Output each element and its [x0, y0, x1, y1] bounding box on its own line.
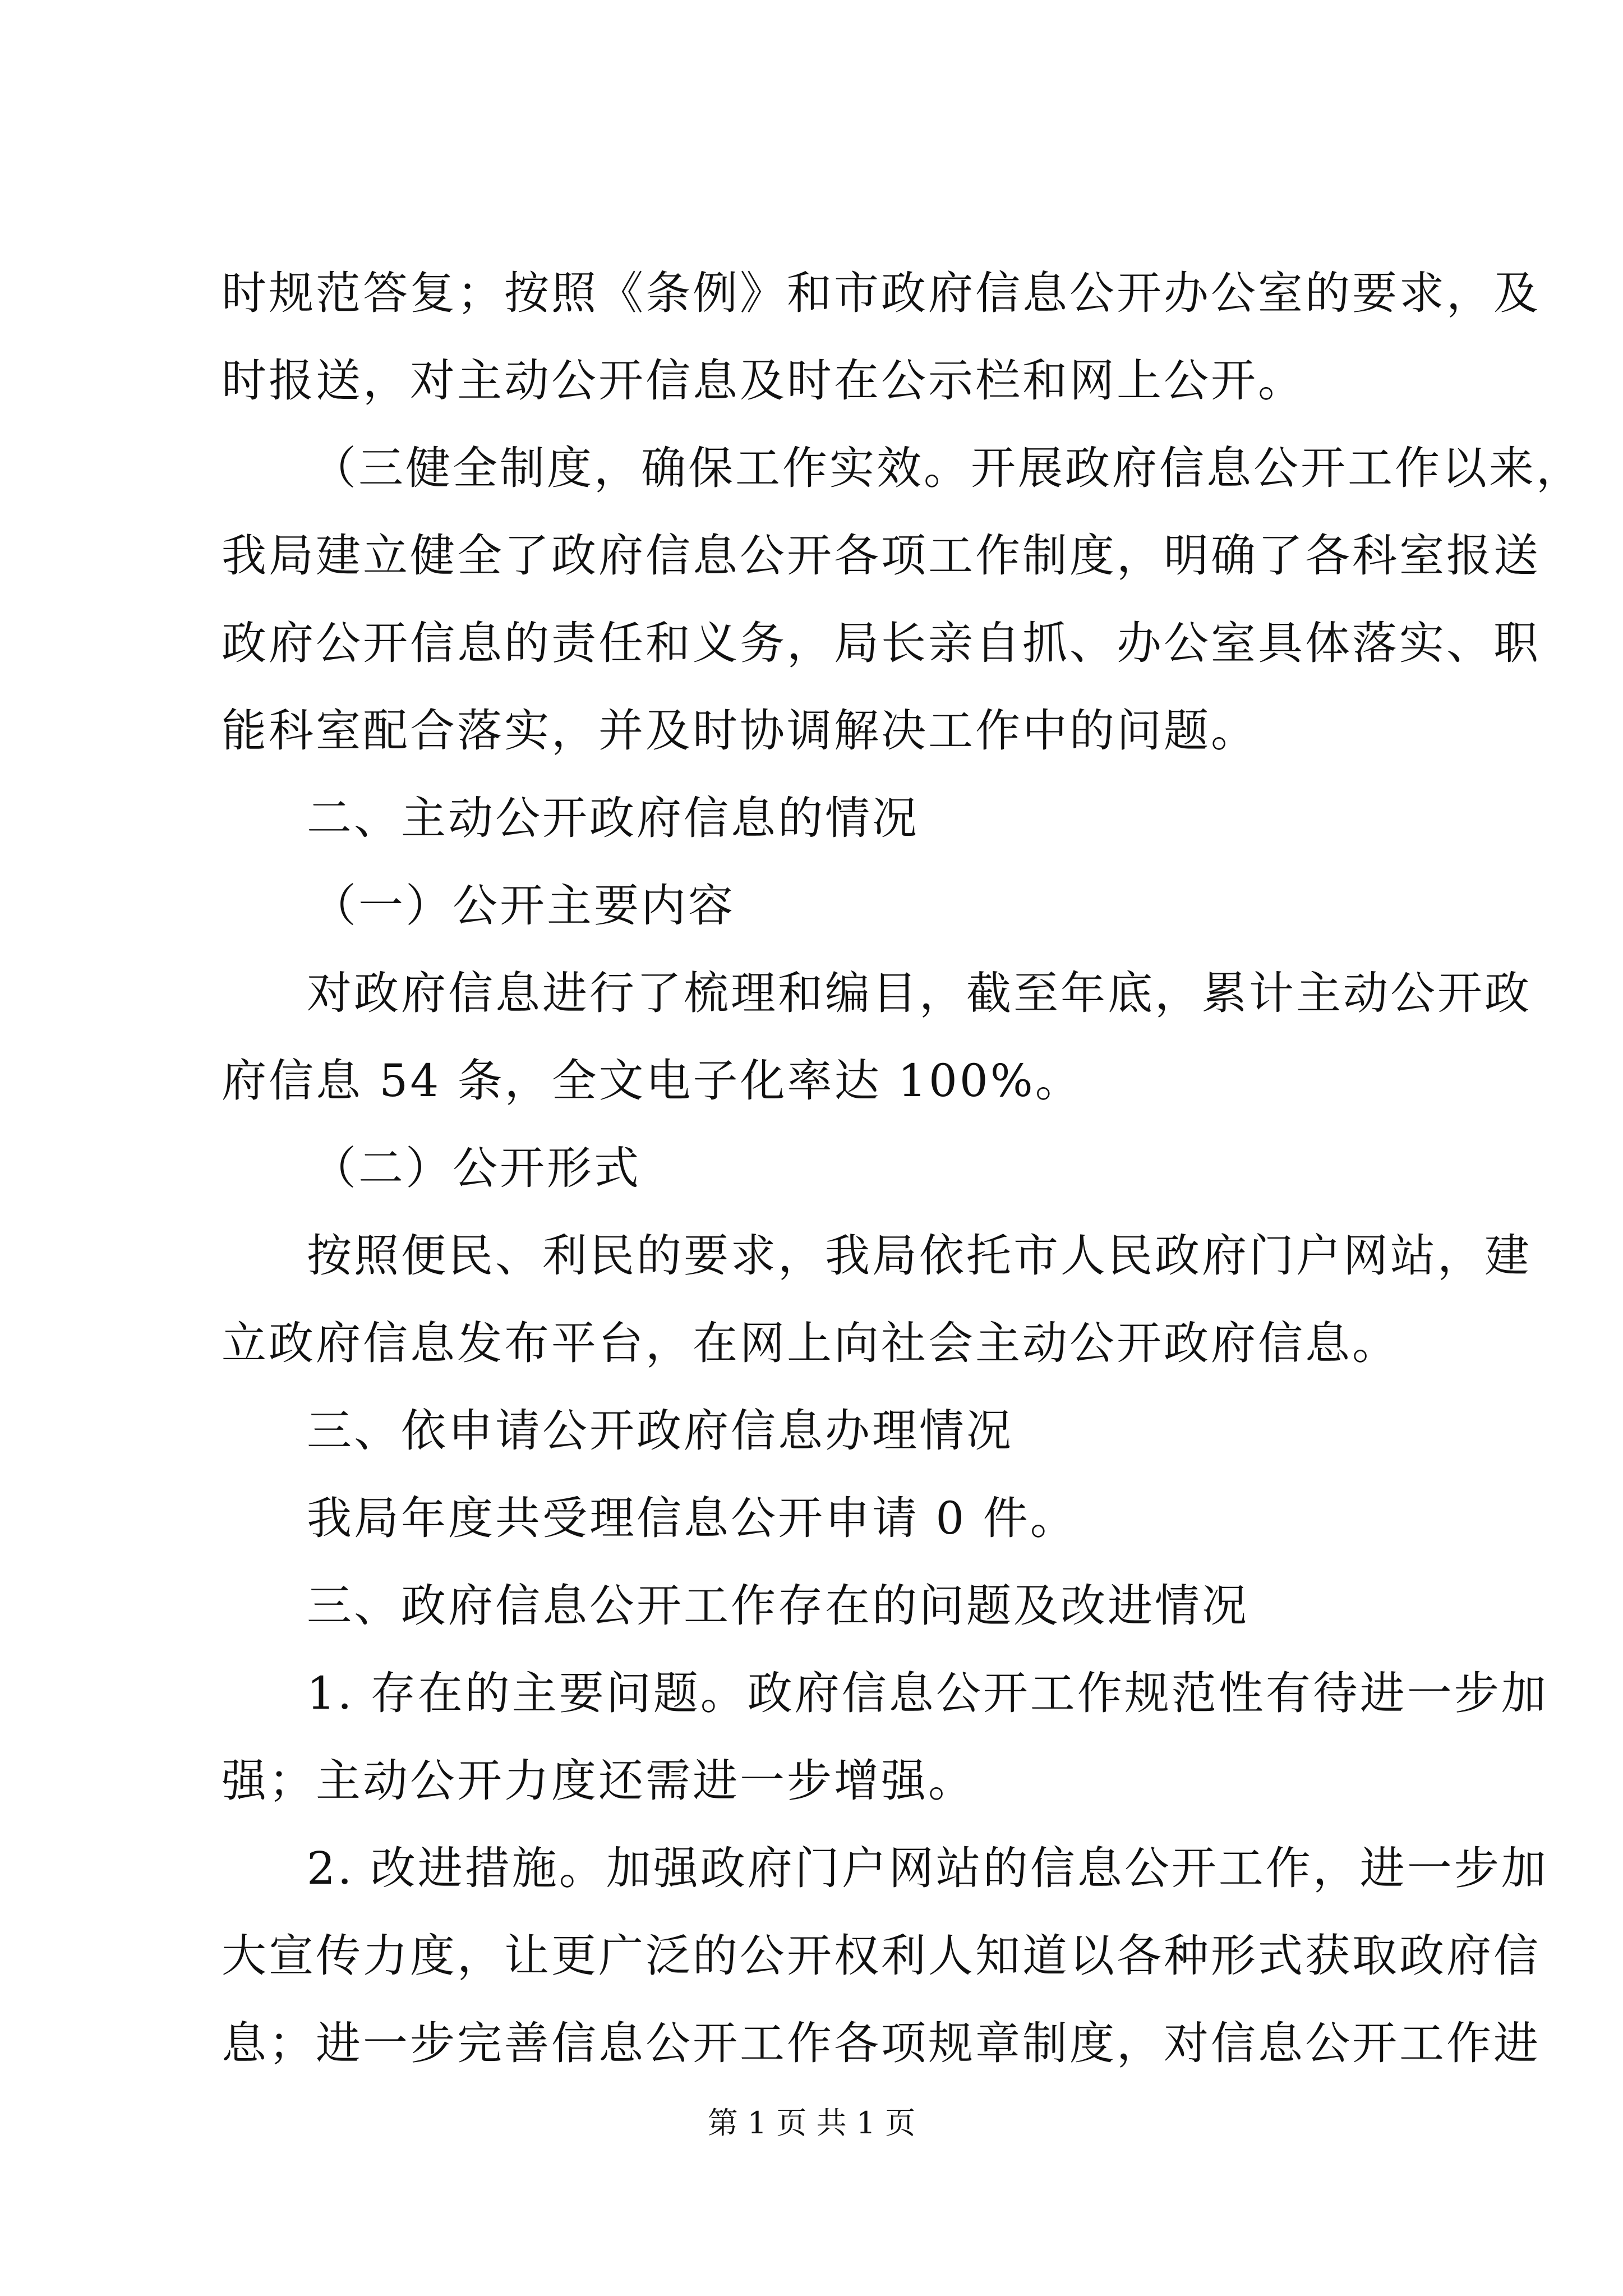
body-line: 政府公开信息的责任和义务，局长亲自抓、办公室具体落实、职	[222, 617, 1541, 669]
body-line: （三健全制度，确保工作实效。开展政府信息公开工作以来，	[311, 442, 1583, 494]
body-line: 时报送，对主动公开信息及时在公示栏和网上公开。	[222, 355, 1305, 407]
body-line: 能科室配合落实，并及时协调解决工作中的问题。	[222, 705, 1258, 757]
body-line: 对政府信息进行了梳理和编目，截至年底，累计主动公开政	[307, 967, 1532, 1019]
subsection-heading: （一）公开主要内容	[311, 880, 735, 932]
body-line: 府信息 54 条，全文电子化率达 100%。	[222, 1055, 1082, 1107]
body-line: 时规范答复；按照《条例》和市政府信息公开办公室的要求，及	[222, 267, 1541, 319]
body-line: 大宣传力度，让更广泛的公开权利人知道以各种形式获取政府信	[222, 1930, 1541, 1982]
section-heading: 三、依申请公开政府信息办理情况	[307, 1405, 1013, 1457]
subsection-heading: （二）公开形式	[311, 1142, 641, 1194]
body-line: 立政府信息发布平台，在网上向社会主动公开政府信息。	[222, 1317, 1399, 1369]
page-footer: 第 1 页 共 1 页	[707, 2105, 916, 2141]
body-line: 我局建立健全了政府信息公开各项工作制度，明确了各科室报送	[222, 530, 1541, 582]
body-line: 息；进一步完善信息公开工作各项规章制度，对信息公开工作进	[222, 2017, 1541, 2069]
body-line: 2. 改进措施。加强政府门户网站的信息公开工作，进一步加	[307, 1842, 1548, 1894]
document-body	[222, 250, 1583, 2087]
section-heading: 三、政府信息公开工作存在的问题及改进情况	[307, 1580, 1249, 1632]
body-line: 1. 存在的主要问题。政府信息公开工作规范性有待进一步加	[307, 1667, 1548, 1719]
section-heading: 二、主动公开政府信息的情况	[307, 792, 919, 844]
body-line: 强；主动公开力度还需进一步增强。	[222, 1755, 975, 1807]
body-line: 按照便民、利民的要求，我局依托市人民政府门户网站，建	[307, 1230, 1532, 1282]
body-line: 我局年度共受理信息公开申请 0 件。	[307, 1492, 1077, 1544]
